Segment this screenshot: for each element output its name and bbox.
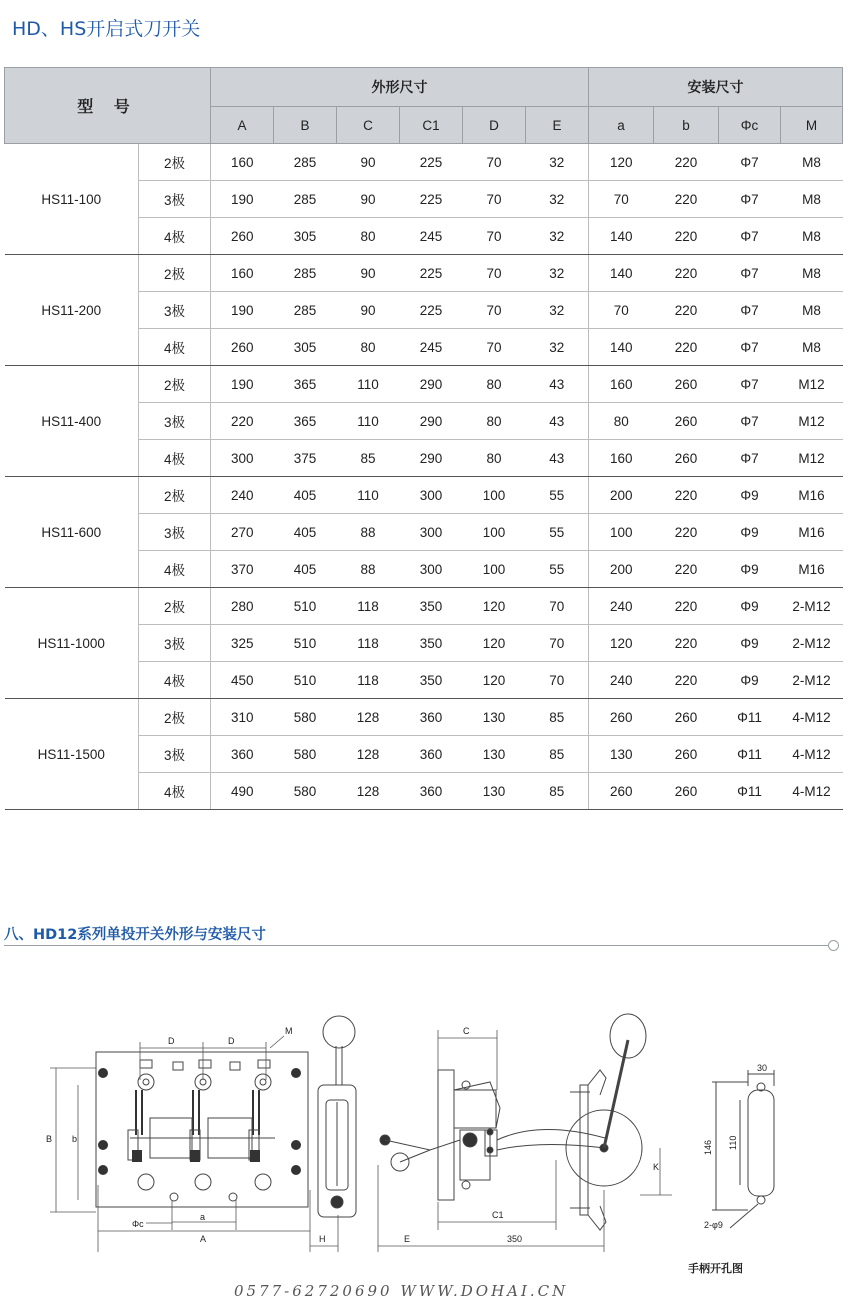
value-cell: 190 (211, 366, 274, 403)
value-cell: Φ7 (719, 144, 781, 181)
value-cell: 118 (337, 625, 400, 662)
value-cell: 220 (654, 477, 719, 514)
label-D-left: D (168, 1036, 175, 1046)
value-cell: 510 (274, 625, 337, 662)
dimension-table (4, 67, 843, 810)
value-cell: 360 (400, 773, 463, 810)
value-cell: Φ9 (719, 514, 781, 551)
value-cell: 300 (400, 477, 463, 514)
value-cell: 100 (463, 551, 526, 588)
value-cell: 110 (337, 403, 400, 440)
value-cell: 240 (211, 477, 274, 514)
value-cell: 55 (526, 551, 589, 588)
value-cell: 405 (274, 477, 337, 514)
model-cell: HS11-600 (5, 477, 139, 588)
value-cell: 2-M12 (781, 588, 843, 625)
value-cell: 90 (337, 144, 400, 181)
value-cell: 128 (337, 773, 400, 810)
install-dimensions-header: 安装尺寸 (589, 68, 843, 107)
value-cell: 55 (526, 477, 589, 514)
value-cell: 290 (400, 403, 463, 440)
value-cell: 220 (654, 218, 719, 255)
value-cell: 110 (337, 477, 400, 514)
value-cell: 55 (526, 514, 589, 551)
value-cell: 100 (463, 514, 526, 551)
value-cell: 285 (274, 255, 337, 292)
model-cell: HS11-1500 (5, 699, 139, 810)
value-cell: 300 (211, 440, 274, 477)
value-cell: 350 (400, 662, 463, 699)
pole-cell: 4极 (139, 440, 211, 477)
pole-cell: 2极 (139, 588, 211, 625)
value-cell: 220 (654, 292, 719, 329)
value-cell: M8 (781, 181, 843, 218)
value-cell: 100 (463, 477, 526, 514)
value-cell: Φ7 (719, 292, 781, 329)
switch-outline-drawing (0, 990, 850, 1280)
value-cell: M12 (781, 403, 843, 440)
label-146: 146 (703, 1139, 713, 1155)
value-cell: 190 (211, 181, 274, 218)
value-cell: 260 (654, 699, 719, 736)
value-cell: 580 (274, 699, 337, 736)
value-cell: M8 (781, 292, 843, 329)
value-cell: 510 (274, 662, 337, 699)
value-cell: 32 (526, 144, 589, 181)
label-C1: C1 (492, 1210, 504, 1220)
value-cell: 4-M12 (781, 773, 843, 810)
value-cell: 375 (274, 440, 337, 477)
value-cell: Φ11 (719, 773, 781, 810)
value-cell: 260 (654, 736, 719, 773)
value-cell: Φ7 (719, 181, 781, 218)
value-cell: 305 (274, 329, 337, 366)
value-cell: 120 (463, 625, 526, 662)
value-cell: Φ9 (719, 551, 781, 588)
table-row (5, 588, 843, 625)
value-cell: 220 (654, 255, 719, 292)
section-rule-end-dot (828, 940, 839, 951)
value-cell: 220 (654, 662, 719, 699)
value-cell: M12 (781, 440, 843, 477)
value-cell: 2-M12 (781, 625, 843, 662)
value-cell: 130 (463, 699, 526, 736)
value-cell: 220 (211, 403, 274, 440)
value-cell: 260 (654, 440, 719, 477)
value-cell: 120 (463, 588, 526, 625)
pole-cell: 2极 (139, 255, 211, 292)
value-cell: 70 (589, 181, 654, 218)
label-110: 110 (728, 1135, 738, 1150)
value-cell: 70 (526, 625, 589, 662)
value-cell: 300 (400, 551, 463, 588)
value-cell: 290 (400, 440, 463, 477)
value-cell: 270 (211, 514, 274, 551)
value-cell: 325 (211, 625, 274, 662)
column-header: D (463, 107, 526, 144)
value-cell: 4-M12 (781, 736, 843, 773)
value-cell: 90 (337, 181, 400, 218)
pole-cell: 4极 (139, 218, 211, 255)
value-cell: Φ9 (719, 477, 781, 514)
label-A: A (200, 1234, 207, 1244)
footer-contact: 0577-62720690 WWW.DOHAI.CN (234, 1282, 569, 1300)
pole-cell: 4极 (139, 662, 211, 699)
value-cell: 285 (274, 292, 337, 329)
outline-dimensions-header: 外形尺寸 (211, 68, 589, 107)
value-cell: 32 (526, 329, 589, 366)
value-cell: 245 (400, 218, 463, 255)
value-cell: 280 (211, 588, 274, 625)
value-cell: 285 (274, 181, 337, 218)
value-cell: 100 (589, 514, 654, 551)
value-cell: Φ7 (719, 255, 781, 292)
value-cell: 160 (211, 255, 274, 292)
value-cell: 43 (526, 403, 589, 440)
value-cell: 220 (654, 329, 719, 366)
pole-cell: 4极 (139, 329, 211, 366)
label-D-right: D (228, 1036, 235, 1046)
model-cell: HS11-100 (5, 144, 139, 255)
value-cell: 360 (400, 699, 463, 736)
value-cell: M16 (781, 477, 843, 514)
value-cell: 32 (526, 181, 589, 218)
value-cell: 80 (337, 218, 400, 255)
pole-cell: 3极 (139, 625, 211, 662)
value-cell: M8 (781, 144, 843, 181)
column-header: a (589, 107, 654, 144)
value-cell: 85 (526, 699, 589, 736)
value-cell: 80 (463, 403, 526, 440)
value-cell: 43 (526, 440, 589, 477)
value-cell: 70 (463, 255, 526, 292)
value-cell: M16 (781, 514, 843, 551)
value-cell: 70 (463, 144, 526, 181)
model-header: 型 号 (5, 68, 211, 144)
value-cell: 200 (589, 477, 654, 514)
value-cell: 260 (589, 699, 654, 736)
value-cell: 260 (589, 773, 654, 810)
label-M: M (285, 1026, 293, 1036)
value-cell: 225 (400, 255, 463, 292)
pole-cell: 4极 (139, 773, 211, 810)
column-header: C1 (400, 107, 463, 144)
value-cell: 300 (400, 514, 463, 551)
label-K: K (653, 1162, 660, 1172)
value-cell: M16 (781, 551, 843, 588)
value-cell: 245 (400, 329, 463, 366)
value-cell: 120 (463, 662, 526, 699)
column-header: Φc (719, 107, 781, 144)
value-cell: 70 (589, 292, 654, 329)
handle-cutout-caption: 手柄开孔图 (688, 1263, 743, 1275)
value-cell: 260 (654, 366, 719, 403)
value-cell: Φ11 (719, 699, 781, 736)
label-H: H (319, 1234, 326, 1244)
value-cell: 190 (211, 292, 274, 329)
value-cell: 2-M12 (781, 662, 843, 699)
pole-cell: 3极 (139, 403, 211, 440)
column-header: M (781, 107, 843, 144)
value-cell: 220 (654, 181, 719, 218)
value-cell: 365 (274, 366, 337, 403)
pole-cell: 2极 (139, 699, 211, 736)
value-cell: 70 (463, 292, 526, 329)
pole-cell: 2极 (139, 477, 211, 514)
label-holes: 2-φ9 (704, 1220, 723, 1230)
value-cell: 580 (274, 736, 337, 773)
pole-cell: 2极 (139, 144, 211, 181)
value-cell: 405 (274, 551, 337, 588)
value-cell: 285 (274, 144, 337, 181)
handle-knob-front (323, 1016, 355, 1048)
value-cell: 130 (589, 736, 654, 773)
value-cell: 88 (337, 514, 400, 551)
label-a: a (200, 1212, 206, 1222)
value-cell: 80 (463, 440, 526, 477)
value-cell: 130 (463, 773, 526, 810)
value-cell: 360 (211, 736, 274, 773)
value-cell: Φ9 (719, 625, 781, 662)
value-cell: 140 (589, 329, 654, 366)
value-cell: 220 (654, 551, 719, 588)
value-cell: 225 (400, 292, 463, 329)
value-cell: 70 (526, 662, 589, 699)
value-cell: 80 (463, 366, 526, 403)
value-cell: 140 (589, 255, 654, 292)
value-cell: 70 (463, 329, 526, 366)
label-b: b (72, 1134, 78, 1144)
value-cell: 160 (211, 144, 274, 181)
value-cell: M8 (781, 218, 843, 255)
value-cell: 140 (589, 218, 654, 255)
value-cell: 88 (337, 551, 400, 588)
value-cell: 130 (463, 736, 526, 773)
value-cell: 220 (654, 144, 719, 181)
value-cell: 160 (589, 366, 654, 403)
value-cell: Φ7 (719, 440, 781, 477)
pole-cell: 3极 (139, 736, 211, 773)
page-title: HD、HS开启式刀开关 (12, 18, 201, 40)
value-cell: 70 (463, 218, 526, 255)
value-cell: 118 (337, 662, 400, 699)
value-cell: 305 (274, 218, 337, 255)
value-cell: 85 (526, 773, 589, 810)
value-cell: 128 (337, 736, 400, 773)
pole-cell: 4极 (139, 551, 211, 588)
value-cell: 160 (589, 440, 654, 477)
label-phi-c: Φc (132, 1219, 144, 1229)
value-cell: Φ9 (719, 662, 781, 699)
value-cell: 85 (337, 440, 400, 477)
table-row (5, 699, 843, 736)
label-B: B (46, 1134, 53, 1144)
value-cell: 260 (654, 773, 719, 810)
value-cell: 290 (400, 366, 463, 403)
model-cell: HS11-400 (5, 366, 139, 477)
value-cell: Φ11 (719, 736, 781, 773)
value-cell: 128 (337, 699, 400, 736)
value-cell: 365 (274, 403, 337, 440)
handle-cutout (748, 1090, 774, 1196)
value-cell: Φ7 (719, 218, 781, 255)
table-row (5, 366, 843, 403)
pole-cell: 2极 (139, 366, 211, 403)
model-cell: HS11-1000 (5, 588, 139, 699)
label-30: 30 (757, 1063, 768, 1073)
value-cell: 200 (589, 551, 654, 588)
label-C: C (463, 1026, 470, 1036)
column-header: b (654, 107, 719, 144)
value-cell: 240 (589, 662, 654, 699)
value-cell: 310 (211, 699, 274, 736)
value-cell: 120 (589, 144, 654, 181)
value-cell: 32 (526, 255, 589, 292)
value-cell: 43 (526, 366, 589, 403)
value-cell: Φ7 (719, 403, 781, 440)
value-cell: 370 (211, 551, 274, 588)
section-title: 八、HD12系列单投开关外形与安装尺寸 (4, 927, 266, 943)
value-cell: M8 (781, 329, 843, 366)
column-header: A (211, 107, 274, 144)
value-cell: 32 (526, 218, 589, 255)
value-cell: Φ9 (719, 588, 781, 625)
column-header: C (337, 107, 400, 144)
value-cell: Φ7 (719, 329, 781, 366)
value-cell: 225 (400, 144, 463, 181)
value-cell: 360 (400, 736, 463, 773)
value-cell: 80 (589, 403, 654, 440)
value-cell: M12 (781, 366, 843, 403)
value-cell: 510 (274, 588, 337, 625)
table-row (5, 477, 843, 514)
value-cell: 4-M12 (781, 699, 843, 736)
pole-cell: 3极 (139, 514, 211, 551)
value-cell: 240 (589, 588, 654, 625)
value-cell: 580 (274, 773, 337, 810)
value-cell: 220 (654, 625, 719, 662)
label-350: 350 (507, 1234, 523, 1244)
side-view-plate (438, 1070, 454, 1200)
pole-cell: 3极 (139, 292, 211, 329)
column-header: E (526, 107, 589, 144)
value-cell: 70 (526, 588, 589, 625)
section-rule (4, 945, 830, 946)
value-cell: 405 (274, 514, 337, 551)
model-cell: HS11-200 (5, 255, 139, 366)
value-cell: 225 (400, 181, 463, 218)
value-cell: 450 (211, 662, 274, 699)
value-cell: 350 (400, 588, 463, 625)
value-cell: 90 (337, 255, 400, 292)
table-row (5, 144, 843, 181)
value-cell: 90 (337, 292, 400, 329)
value-cell: 490 (211, 773, 274, 810)
value-cell: 260 (654, 403, 719, 440)
label-E: E (404, 1234, 411, 1244)
value-cell: M8 (781, 255, 843, 292)
value-cell: 220 (654, 514, 719, 551)
value-cell: 260 (211, 218, 274, 255)
value-cell: 260 (211, 329, 274, 366)
value-cell: 220 (654, 588, 719, 625)
column-header: B (274, 107, 337, 144)
value-cell: 110 (337, 366, 400, 403)
value-cell: 32 (526, 292, 589, 329)
pole-cell: 3极 (139, 181, 211, 218)
value-cell: 85 (526, 736, 589, 773)
value-cell: 350 (400, 625, 463, 662)
value-cell: 120 (589, 625, 654, 662)
value-cell: 80 (337, 329, 400, 366)
value-cell: 70 (463, 181, 526, 218)
value-cell: 118 (337, 588, 400, 625)
value-cell: Φ7 (719, 366, 781, 403)
table-row (5, 255, 843, 292)
